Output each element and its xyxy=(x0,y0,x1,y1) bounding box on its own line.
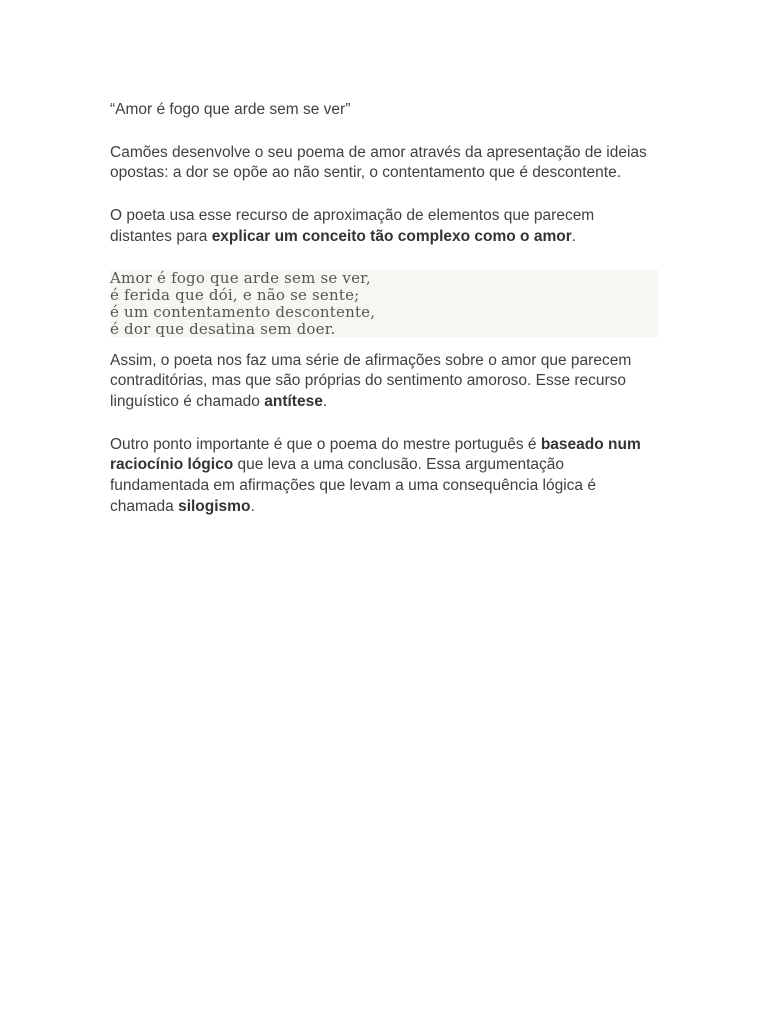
paragraph-syllogism-middle: que leva a uma conclusão. Essa argumentação fundamentada em afirmações que levam a uma consequência lógica é chamada xyxy=(110,456,596,515)
paragraph-resource-text: O poeta usa esse recurso de aproximação de elementos que parecem distantes para xyxy=(110,207,595,245)
paragraph-antithesis-text: Assim, o poeta nos faz uma série de afirmações sobre o amor que parecem contraditórias, mas que são próprias do sentimento amoroso. Esse recurso linguístico é chamado xyxy=(110,351,632,410)
highlight-syllogism: silogismo xyxy=(178,497,251,515)
document-page xyxy=(110,100,658,539)
paragraph-antithesis xyxy=(110,351,658,413)
paragraph-resource xyxy=(110,206,658,247)
poem-line: Amor é fogo que arde sem se ver, xyxy=(110,268,371,287)
paragraph-syllogism xyxy=(110,435,658,518)
paragraph-syllogism-end: . xyxy=(250,497,255,515)
highlight-antithesis: antítese xyxy=(264,392,323,410)
paragraph-resource-end: . xyxy=(571,227,577,245)
highlight-logical-reasoning: baseado num raciocínio lógico xyxy=(110,435,641,474)
poem-quote-block xyxy=(110,270,658,337)
section-title: “Amor é fogo que arde sem se ver” xyxy=(110,101,351,118)
paragraph-antithesis-end: . xyxy=(322,392,328,410)
paragraph-syllogism-text: Outro ponto importante é que o poema do mestre português é xyxy=(110,435,541,453)
poem-line: é um contentamento descontente, xyxy=(110,302,376,321)
paragraph-intro: Camões desenvolve o seu poema de amor através da apresentação de ideias opostas: a dor se opõe ao não sentir, o contentamento que é descontente. xyxy=(110,143,647,182)
highlight-concept: explicar um conceito tão complexo como o amor xyxy=(211,227,572,245)
poem-line: é dor que desatina sem doer. xyxy=(110,319,336,338)
poem-line: é ferida que dói, e não se sente; xyxy=(110,285,360,304)
